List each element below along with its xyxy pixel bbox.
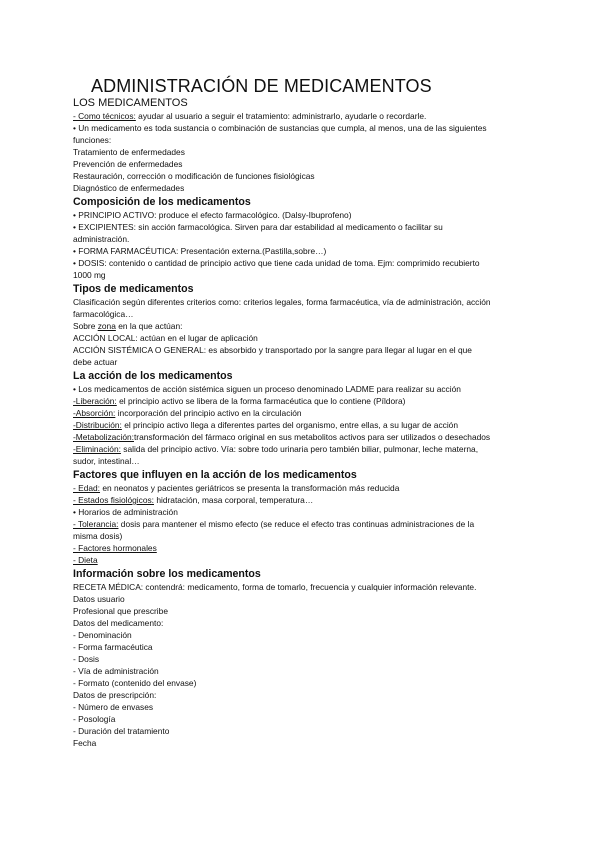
medication-detail: - Vía de administración [73,666,159,676]
section-heading: Información sobre los medicamentos [73,568,261,580]
factor-item: misma dosis) [73,531,123,541]
ladme-item [73,395,533,407]
ladme-text: transformación del fármaco original en sus metabolitos activos para ser utilizados o desechados [133,432,491,442]
info-line: Datos usuario [73,594,125,604]
prescription-detail: - Duración del tratamiento [73,726,170,736]
underlined-term: zona [97,321,116,331]
function-item: Tratamiento de enfermedades [73,147,185,157]
types-text: en la que actúan: [118,321,183,331]
section-heading: Factores que influyen en la acción de los medicamentos [73,469,357,481]
prescription-detail: - Posología [73,714,116,724]
composition-line: • EXCIPIENTES: sin acción farmacológica. Sirven para dar estabilidad al medicamento o facilitar su [73,222,443,232]
info-line: Fecha [73,738,97,748]
composition-line: • DOSIS: contenido o cantidad de principio activo que tiene cada unidad de toma. Ejm: comprimido recubierto [73,258,480,268]
types-line: ACCIÓN LOCAL: actúan en el lugar de aplicación [73,333,258,343]
section-heading: La acción de los medicamentos [73,370,233,382]
factor-item [73,494,533,506]
document-title: ADMINISTRACIÓN DE MEDICAMENTOS [91,76,432,96]
function-item: Restauración, corrección o modificación de funciones fisiológicas [73,171,315,181]
underlined-term: - Dieta [73,555,98,565]
function-item: Diagnóstico de enfermedades [73,183,185,193]
info-line: RECETA MÉDICA: contendrá: medicamento, forma de tomarlo, frecuencia y cualquier información relevante. [73,582,477,592]
types-line [73,320,533,332]
action-line: • Los medicamentos de acción sistémica siguen un proceso denominado LADME para realizar su acción [73,384,461,394]
medication-detail: - Dosis [73,654,100,664]
underlined-term: -Metabolización: [73,432,134,442]
ladme-item [73,419,533,431]
intro-line: • Un medicamento es toda sustancia o combinación de sustancias que cumpla, al menos, una de las siguientes [73,123,487,133]
info-line: Profesional que prescribe [73,606,168,616]
factor-text: en neonatos y pacientes geriátricos se presenta la transformación más reducida [102,483,400,493]
underlined-term: -Absorción: [73,408,116,418]
ladme-item: sudor, intestinal… [73,456,140,466]
underlined-term: -Eliminación: [73,444,121,454]
underlined-term: - Estados fisiológicos: [73,495,154,505]
types-line: farmacológica… [73,309,134,319]
ladme-text: incorporación del principio activo en la circulación [117,408,302,418]
factor-item [73,518,533,530]
ladme-item [73,431,533,443]
factor-text: hidratación, masa corporal, temperatura… [156,495,314,505]
info-line: Datos de prescripción: [73,690,157,700]
types-line: Clasificación según diferentes criterios como: criterios legales, forma farmacéutica, vía de administración, acción [73,297,491,307]
prescription-detail: - Número de envases [73,702,154,712]
composition-line: • FORMA FARMACÉUTICA: Presentación externa.(Pastilla,sobre…) [73,246,327,256]
factor-item: • Horarios de administración [73,507,178,517]
medication-detail: - Formato (contenido del envase) [73,678,197,688]
function-item: Prevención de enfermedades [73,159,183,169]
factor-item [73,482,533,494]
intro-text: ayudar al usuario a seguir el tratamiento: administrarlo, ayudarle o recordarle. [138,111,427,121]
info-line: Datos del medicamento: [73,618,164,628]
section-heading: Composición de los medicamentos [73,196,251,208]
composition-line: 1000 mg [73,270,106,280]
underlined-term: - Como técnicos: [73,111,136,121]
section-heading: Tipos de medicamentos [73,283,194,295]
underlined-term: -Distribución: [73,420,122,430]
ladme-text: el principio activo se libera de la forma farmacéutica que lo contiene (Píldora) [119,396,406,406]
types-text: Sobre [73,321,96,331]
ladme-item [73,443,533,455]
factor-text: dosis para mantener el mismo efecto (se reduce el efecto tras continuas administraciones de la [120,519,475,529]
composition-line: administración. [73,234,130,244]
types-line: ACCIÓN SISTÉMICA O GENERAL: es absorbido y transportado por la sangre para llegar al lugar en el que [73,345,472,355]
composition-line: • PRINCIPIO ACTIVO: produce el efecto farmacológico. (Dalsy-Ibuprofeno) [73,210,352,220]
medication-detail: - Denominación [73,630,132,640]
ladme-text: el principio activo llega a diferentes partes del organismo, entre ellas, a su lugar de acción [124,420,458,430]
underlined-term: -Liberación: [73,396,117,406]
types-line: debe actuar [73,357,118,367]
factor-item [73,554,533,566]
ladme-item [73,407,533,419]
underlined-term: - Edad: [73,483,101,493]
medication-detail: - Forma farmacéutica [73,642,153,652]
underlined-term: - Tolerancia: [73,519,119,529]
intro-line [73,110,533,122]
document-content [73,0,533,749]
underlined-term: - Factores hormonales [73,543,157,553]
intro-line: funciones: [73,135,112,145]
factor-item [73,542,533,554]
section-subtitle: LOS MEDICAMENTOS [73,97,188,109]
ladme-text: salida del principio activo. Vía: sobre todo urinaria pero también biliar, pulmonar, leche materna, [123,444,479,454]
